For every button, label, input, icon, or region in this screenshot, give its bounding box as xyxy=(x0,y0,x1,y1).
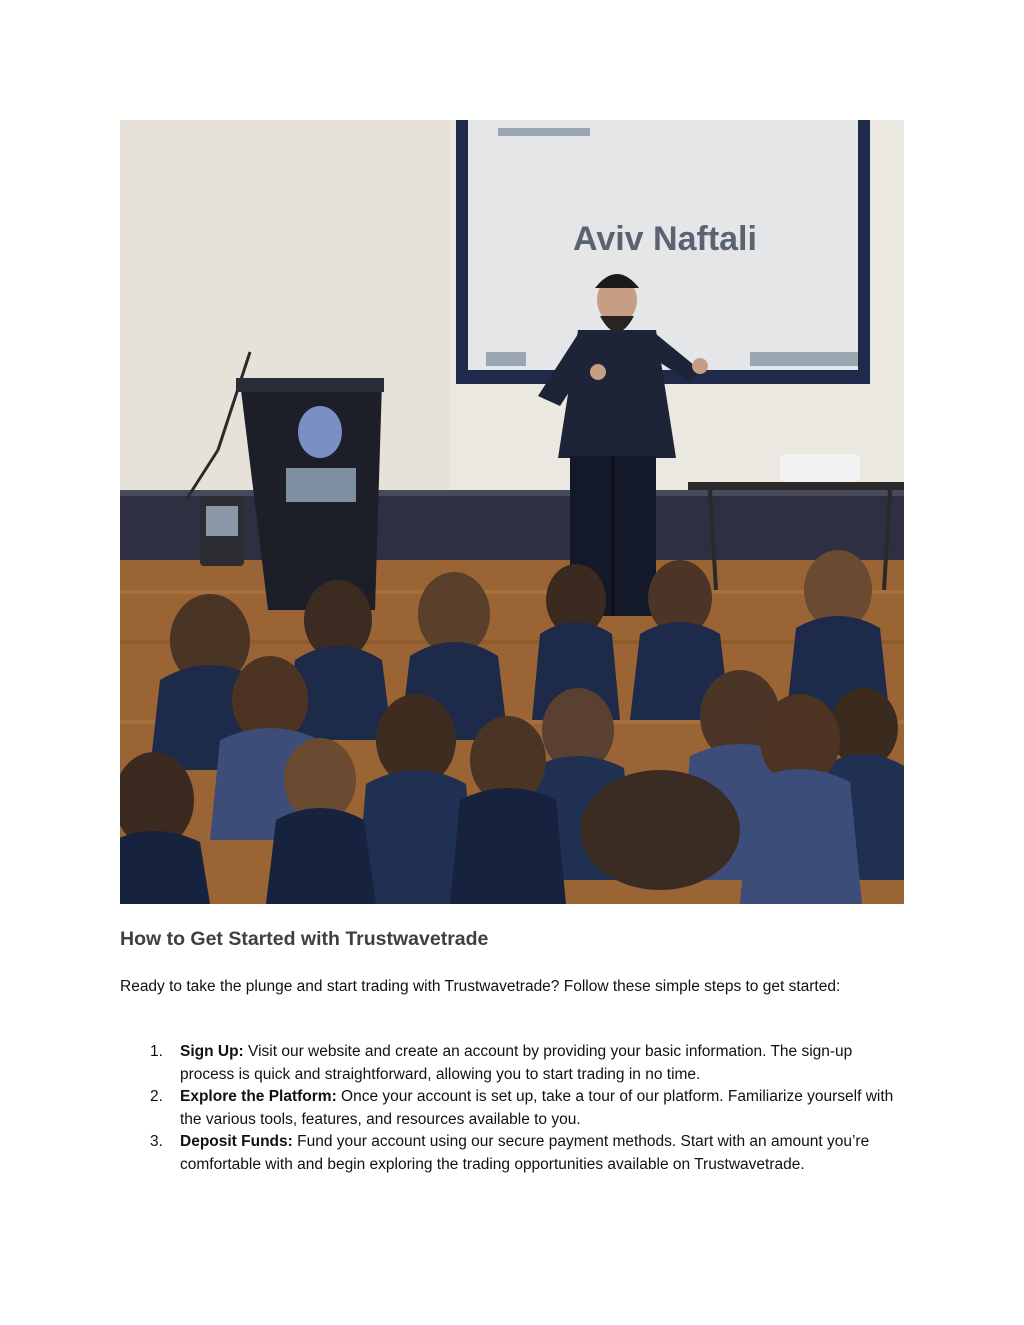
intro-paragraph: Ready to take the plunge and start trading with Trustwavetrade? Follow these simple steps to get started: xyxy=(120,978,841,995)
list-item xyxy=(120,1086,904,1131)
step-label: Sign Up: xyxy=(180,1043,244,1060)
list-item xyxy=(120,1131,904,1176)
step-number: 3. xyxy=(150,1133,163,1150)
list-item xyxy=(120,1041,904,1086)
step-text: Once your account is set up, take a tour of our platform. Familiarize yourself with the various tools, features, and resources available to you. xyxy=(180,1088,894,1128)
event-photo xyxy=(120,120,904,904)
step-text: Visit our website and create an account by providing your basic information. The sign-up process is quick and straightforward, allowing you to start trading in no time. xyxy=(180,1043,853,1083)
steps-list xyxy=(120,1041,904,1176)
step-number: 1. xyxy=(150,1043,163,1060)
step-text: Fund your account using our secure payment methods. Start with an amount you’re comfortable with and begin exploring the trading opportunities available on Trustwavetrade. xyxy=(180,1133,870,1173)
step-label: Explore the Platform: xyxy=(180,1088,337,1105)
step-label: Deposit Funds: xyxy=(180,1133,293,1150)
section-heading: How to Get Started with Trustwavetrade xyxy=(120,928,489,950)
screen-caption: Aviv Naftali xyxy=(573,220,757,258)
step-number: 2. xyxy=(150,1088,163,1105)
